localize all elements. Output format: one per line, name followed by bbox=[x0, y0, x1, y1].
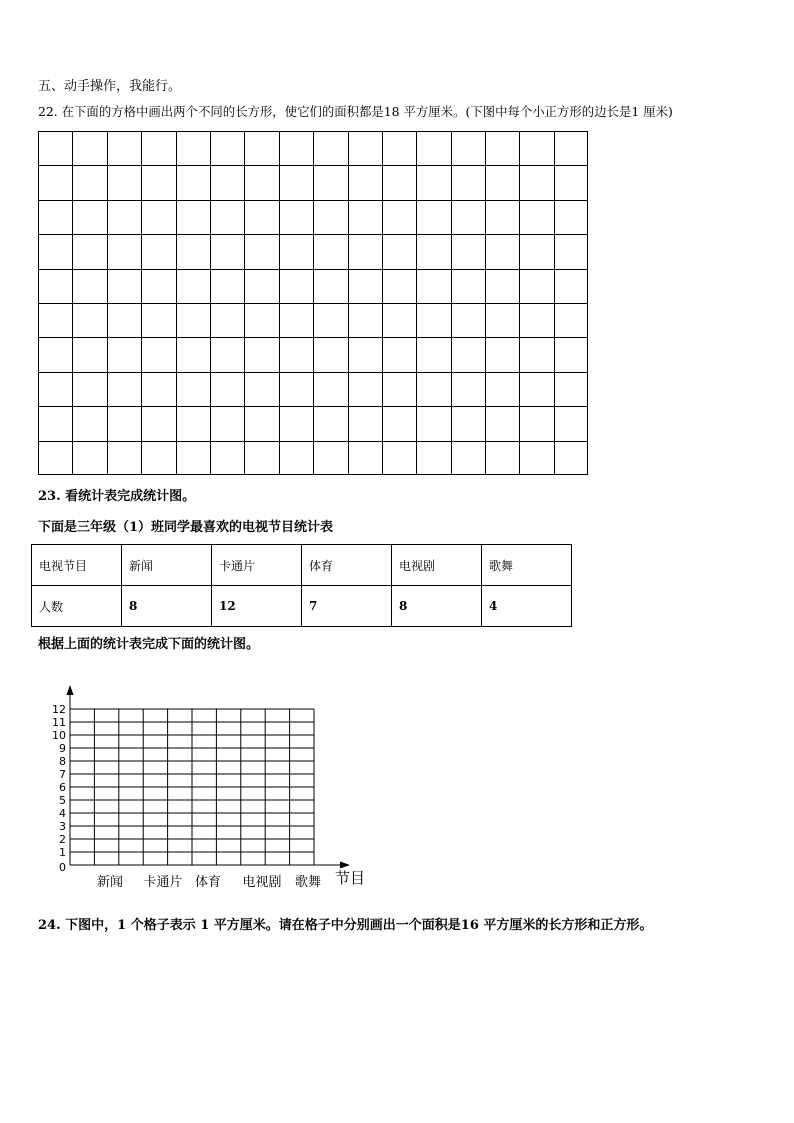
grid-cell[interactable] bbox=[107, 131, 141, 165]
grid-cell[interactable] bbox=[519, 200, 553, 234]
grid-cell[interactable] bbox=[382, 337, 416, 371]
grid-cell[interactable] bbox=[141, 372, 175, 406]
grid-cell[interactable] bbox=[554, 234, 588, 268]
grid-cell[interactable] bbox=[519, 131, 553, 165]
grid-cell[interactable] bbox=[382, 234, 416, 268]
grid-cell[interactable] bbox=[176, 269, 210, 303]
section-title: 五、动手操作，我能行。 bbox=[38, 79, 182, 94]
grid-cell[interactable] bbox=[485, 165, 519, 199]
grid-cell[interactable] bbox=[382, 441, 416, 475]
grid-row bbox=[38, 406, 588, 440]
x-axis-title: 节目 bbox=[334, 869, 366, 887]
grid-cell[interactable] bbox=[244, 234, 278, 268]
grid-cell[interactable] bbox=[485, 441, 519, 475]
bar-chart-blank[interactable] bbox=[30, 665, 390, 900]
y-tick-label: 5 bbox=[59, 794, 66, 807]
grid-cell[interactable] bbox=[348, 200, 382, 234]
grid-cell[interactable] bbox=[485, 234, 519, 268]
grid-cell[interactable] bbox=[313, 200, 347, 234]
grid-cell[interactable] bbox=[244, 441, 278, 475]
grid-cell[interactable] bbox=[38, 303, 72, 337]
table-cell: 电视剧 bbox=[392, 545, 482, 586]
grid-cell[interactable] bbox=[348, 303, 382, 337]
grid-cell[interactable] bbox=[348, 372, 382, 406]
grid-row bbox=[38, 234, 588, 268]
grid-cell[interactable] bbox=[485, 337, 519, 371]
grid-cell[interactable] bbox=[451, 372, 485, 406]
grid-cell[interactable] bbox=[107, 337, 141, 371]
grid-cell[interactable] bbox=[382, 200, 416, 234]
grid-cell[interactable] bbox=[38, 269, 72, 303]
grid-cell[interactable] bbox=[554, 303, 588, 337]
grid-cell[interactable] bbox=[72, 200, 106, 234]
table-data-row bbox=[32, 586, 572, 627]
grid-cell[interactable] bbox=[382, 131, 416, 165]
grid-cell[interactable] bbox=[416, 234, 450, 268]
grid-cell[interactable] bbox=[451, 131, 485, 165]
grid-cell[interactable] bbox=[210, 200, 244, 234]
grid-cell[interactable] bbox=[210, 234, 244, 268]
table-cell: 12 bbox=[212, 586, 302, 627]
x-category-label: 新闻 bbox=[96, 875, 124, 890]
grid-cell[interactable] bbox=[554, 165, 588, 199]
grid-row bbox=[38, 165, 588, 199]
grid-row bbox=[38, 303, 588, 337]
grid-cell[interactable] bbox=[519, 441, 553, 475]
grid-row bbox=[38, 441, 588, 475]
table-cell: 4 bbox=[482, 586, 572, 627]
y-tick-label: 1 bbox=[59, 846, 66, 859]
question-23-title: 23. 看统计表完成统计图。 bbox=[38, 489, 196, 504]
grid-cell[interactable] bbox=[176, 234, 210, 268]
grid-cell[interactable] bbox=[313, 372, 347, 406]
x-axis-arrow bbox=[340, 862, 350, 869]
grid-cell[interactable] bbox=[554, 337, 588, 371]
grid-cell[interactable] bbox=[210, 372, 244, 406]
grid-cell[interactable] bbox=[348, 269, 382, 303]
statistics-table bbox=[31, 544, 572, 627]
grid-cell[interactable] bbox=[38, 200, 72, 234]
grid-cell[interactable] bbox=[38, 234, 72, 268]
grid-cell[interactable] bbox=[313, 441, 347, 475]
grid-cell[interactable] bbox=[279, 303, 313, 337]
grid-cell[interactable] bbox=[382, 165, 416, 199]
table-cell: 8 bbox=[392, 586, 482, 627]
grid-cell[interactable] bbox=[416, 200, 450, 234]
grid-cell[interactable] bbox=[554, 269, 588, 303]
table-cell: 8 bbox=[122, 586, 212, 627]
y-tick-label: 2 bbox=[59, 833, 66, 846]
grid-cell[interactable] bbox=[244, 269, 278, 303]
y-axis-arrow bbox=[67, 685, 74, 695]
grid-cell[interactable] bbox=[141, 269, 175, 303]
grid-cell[interactable] bbox=[210, 131, 244, 165]
grid-cell[interactable] bbox=[72, 337, 106, 371]
grid-cell[interactable] bbox=[313, 303, 347, 337]
grid-cell[interactable] bbox=[382, 303, 416, 337]
grid-cell[interactable] bbox=[451, 441, 485, 475]
grid-cell[interactable] bbox=[485, 406, 519, 440]
grid-cell[interactable] bbox=[348, 441, 382, 475]
grid-cell[interactable] bbox=[279, 200, 313, 234]
grid-cell[interactable] bbox=[107, 234, 141, 268]
grid-cell[interactable] bbox=[107, 200, 141, 234]
grid-cell[interactable] bbox=[210, 337, 244, 371]
y-tick-label: 9 bbox=[59, 742, 66, 755]
grid-cell[interactable] bbox=[141, 131, 175, 165]
x-category-label: 歌舞 bbox=[294, 875, 322, 890]
grid-cell[interactable] bbox=[141, 200, 175, 234]
grid-cell[interactable] bbox=[554, 131, 588, 165]
grid-cell[interactable] bbox=[554, 406, 588, 440]
grid-row bbox=[38, 269, 588, 303]
grid-cell[interactable] bbox=[451, 200, 485, 234]
grid-cell[interactable] bbox=[416, 303, 450, 337]
y-tick-label: 6 bbox=[59, 781, 66, 794]
table-cell: 体育 bbox=[302, 545, 392, 586]
grid-row bbox=[38, 200, 588, 234]
grid-cell[interactable] bbox=[519, 406, 553, 440]
grid-cell[interactable] bbox=[519, 234, 553, 268]
chart-instruction: 根据上面的统计表完成下面的统计图。 bbox=[38, 637, 260, 652]
grid-cell[interactable] bbox=[279, 337, 313, 371]
grid-cell[interactable] bbox=[107, 372, 141, 406]
grid-cell[interactable] bbox=[313, 131, 347, 165]
grid-cell[interactable] bbox=[176, 131, 210, 165]
grid-cell[interactable] bbox=[38, 165, 72, 199]
grid-cell[interactable] bbox=[519, 337, 553, 371]
grid-cell[interactable] bbox=[210, 165, 244, 199]
y-tick-label: 0 bbox=[59, 861, 66, 874]
grid-cell[interactable] bbox=[279, 269, 313, 303]
grid-cell[interactable] bbox=[554, 372, 588, 406]
grid-cell[interactable] bbox=[416, 269, 450, 303]
grid-cell[interactable] bbox=[38, 131, 72, 165]
table-cell: 歌舞 bbox=[482, 545, 572, 586]
grid-cell[interactable] bbox=[38, 441, 72, 475]
grid-cell[interactable] bbox=[176, 337, 210, 371]
grid-cell[interactable] bbox=[176, 303, 210, 337]
question-22-text: 22. 在下面的方格中画出两个不同的长方形，使它们的面积都是18 平方厘米。(下图中每个小正方形的边长是1 厘米) bbox=[38, 104, 673, 119]
grid-cell[interactable] bbox=[451, 406, 485, 440]
grid-cell[interactable] bbox=[141, 165, 175, 199]
grid-cell[interactable] bbox=[519, 269, 553, 303]
grid-cell[interactable] bbox=[485, 200, 519, 234]
table-cell: 新闻 bbox=[122, 545, 212, 586]
y-tick-label: 10 bbox=[52, 729, 66, 742]
grid-cell[interactable] bbox=[244, 406, 278, 440]
x-category-label: 电视剧 bbox=[242, 875, 282, 890]
grid-cell[interactable] bbox=[38, 337, 72, 371]
grid-cell[interactable] bbox=[519, 303, 553, 337]
grid-cell[interactable] bbox=[210, 441, 244, 475]
grid-cell[interactable] bbox=[244, 337, 278, 371]
grid-cell[interactable] bbox=[348, 406, 382, 440]
grid-cell[interactable] bbox=[451, 303, 485, 337]
grid-cell[interactable] bbox=[382, 269, 416, 303]
grid-cell[interactable] bbox=[313, 234, 347, 268]
grid-cell[interactable] bbox=[176, 406, 210, 440]
grid-cell[interactable] bbox=[72, 441, 106, 475]
grid-cell[interactable] bbox=[210, 406, 244, 440]
grid-cell[interactable] bbox=[554, 441, 588, 475]
grid-cell[interactable] bbox=[485, 131, 519, 165]
grid-cell[interactable] bbox=[416, 337, 450, 371]
table-cell: 人数 bbox=[32, 586, 122, 627]
grid-cell[interactable] bbox=[313, 269, 347, 303]
grid-cell[interactable] bbox=[72, 131, 106, 165]
grid-cell[interactable] bbox=[176, 165, 210, 199]
grid-cell[interactable] bbox=[348, 165, 382, 199]
grid-cell[interactable] bbox=[451, 337, 485, 371]
grid-cell[interactable] bbox=[416, 131, 450, 165]
grid-cell[interactable] bbox=[279, 372, 313, 406]
grid-cell[interactable] bbox=[279, 234, 313, 268]
grid-cell[interactable] bbox=[416, 406, 450, 440]
grid-cell[interactable] bbox=[519, 165, 553, 199]
grid-cell[interactable] bbox=[38, 406, 72, 440]
grid-cell[interactable] bbox=[38, 372, 72, 406]
grid-cell[interactable] bbox=[244, 372, 278, 406]
grid-cell[interactable] bbox=[72, 372, 106, 406]
grid-cell[interactable] bbox=[279, 165, 313, 199]
grid-cell[interactable] bbox=[451, 269, 485, 303]
table-cell: 卡通片 bbox=[212, 545, 302, 586]
grid-cell[interactable] bbox=[313, 165, 347, 199]
grid-cell[interactable] bbox=[107, 165, 141, 199]
grid-cell[interactable] bbox=[244, 131, 278, 165]
grid-cell[interactable] bbox=[279, 406, 313, 440]
table-cell: 电视节目 bbox=[32, 545, 122, 586]
grid-row bbox=[38, 131, 588, 165]
table-header-row bbox=[32, 545, 572, 586]
grid-cell[interactable] bbox=[244, 200, 278, 234]
grid-cell[interactable] bbox=[107, 303, 141, 337]
grid-cell[interactable] bbox=[279, 441, 313, 475]
grid-cell[interactable] bbox=[382, 406, 416, 440]
grid-cell[interactable] bbox=[279, 131, 313, 165]
grid-cell[interactable] bbox=[451, 234, 485, 268]
grid-cell[interactable] bbox=[313, 406, 347, 440]
y-tick-label: 3 bbox=[59, 820, 66, 833]
square-grid-q22[interactable] bbox=[38, 131, 588, 475]
grid-cell[interactable] bbox=[485, 269, 519, 303]
grid-cell[interactable] bbox=[519, 372, 553, 406]
grid-cell[interactable] bbox=[72, 303, 106, 337]
grid-cell[interactable] bbox=[416, 441, 450, 475]
x-category-label: 体育 bbox=[194, 875, 222, 890]
grid-cell[interactable] bbox=[382, 372, 416, 406]
grid-cell[interactable] bbox=[416, 372, 450, 406]
grid-cell[interactable] bbox=[485, 372, 519, 406]
grid-cell[interactable] bbox=[210, 269, 244, 303]
grid-cell[interactable] bbox=[141, 303, 175, 337]
grid-cell[interactable] bbox=[141, 337, 175, 371]
grid-cell[interactable] bbox=[72, 165, 106, 199]
grid-cell[interactable] bbox=[485, 303, 519, 337]
y-tick-label: 11 bbox=[52, 716, 66, 729]
grid-cell[interactable] bbox=[451, 165, 485, 199]
grid-cell[interactable] bbox=[554, 200, 588, 234]
grid-cell[interactable] bbox=[141, 441, 175, 475]
table-caption: 下面是三年级（1）班同学最喜欢的电视节目统计表 bbox=[38, 520, 334, 535]
grid-cell[interactable] bbox=[176, 441, 210, 475]
x-category-label: 卡通片 bbox=[143, 875, 183, 890]
y-tick-label: 8 bbox=[59, 755, 66, 768]
grid-cell[interactable] bbox=[107, 269, 141, 303]
grid-cell[interactable] bbox=[141, 406, 175, 440]
grid-cell[interactable] bbox=[176, 372, 210, 406]
y-tick-label: 4 bbox=[59, 807, 66, 820]
grid-row bbox=[38, 337, 588, 371]
grid-cell[interactable] bbox=[72, 406, 106, 440]
grid-cell[interactable] bbox=[210, 303, 244, 337]
grid-cell[interactable] bbox=[348, 234, 382, 268]
grid-row bbox=[38, 372, 588, 406]
grid-cell[interactable] bbox=[348, 337, 382, 371]
grid-cell[interactable] bbox=[244, 165, 278, 199]
table-cell: 7 bbox=[302, 586, 392, 627]
grid-cell[interactable] bbox=[72, 269, 106, 303]
grid-cell[interactable] bbox=[348, 131, 382, 165]
y-tick-label: 12 bbox=[52, 703, 66, 716]
grid-cell[interactable] bbox=[107, 441, 141, 475]
grid-cell[interactable] bbox=[141, 234, 175, 268]
grid-cell[interactable] bbox=[176, 200, 210, 234]
grid-cell[interactable] bbox=[416, 165, 450, 199]
question-24-text: 24. 下图中，1 个格子表示 1 平方厘米。请在格子中分别画出一个面积是16 平方厘米的长方形和正方形。 bbox=[38, 918, 653, 933]
grid-cell[interactable] bbox=[244, 303, 278, 337]
grid-cell[interactable] bbox=[72, 234, 106, 268]
y-tick-label: 7 bbox=[59, 768, 66, 781]
grid-cell[interactable] bbox=[313, 337, 347, 371]
grid-cell[interactable] bbox=[107, 406, 141, 440]
